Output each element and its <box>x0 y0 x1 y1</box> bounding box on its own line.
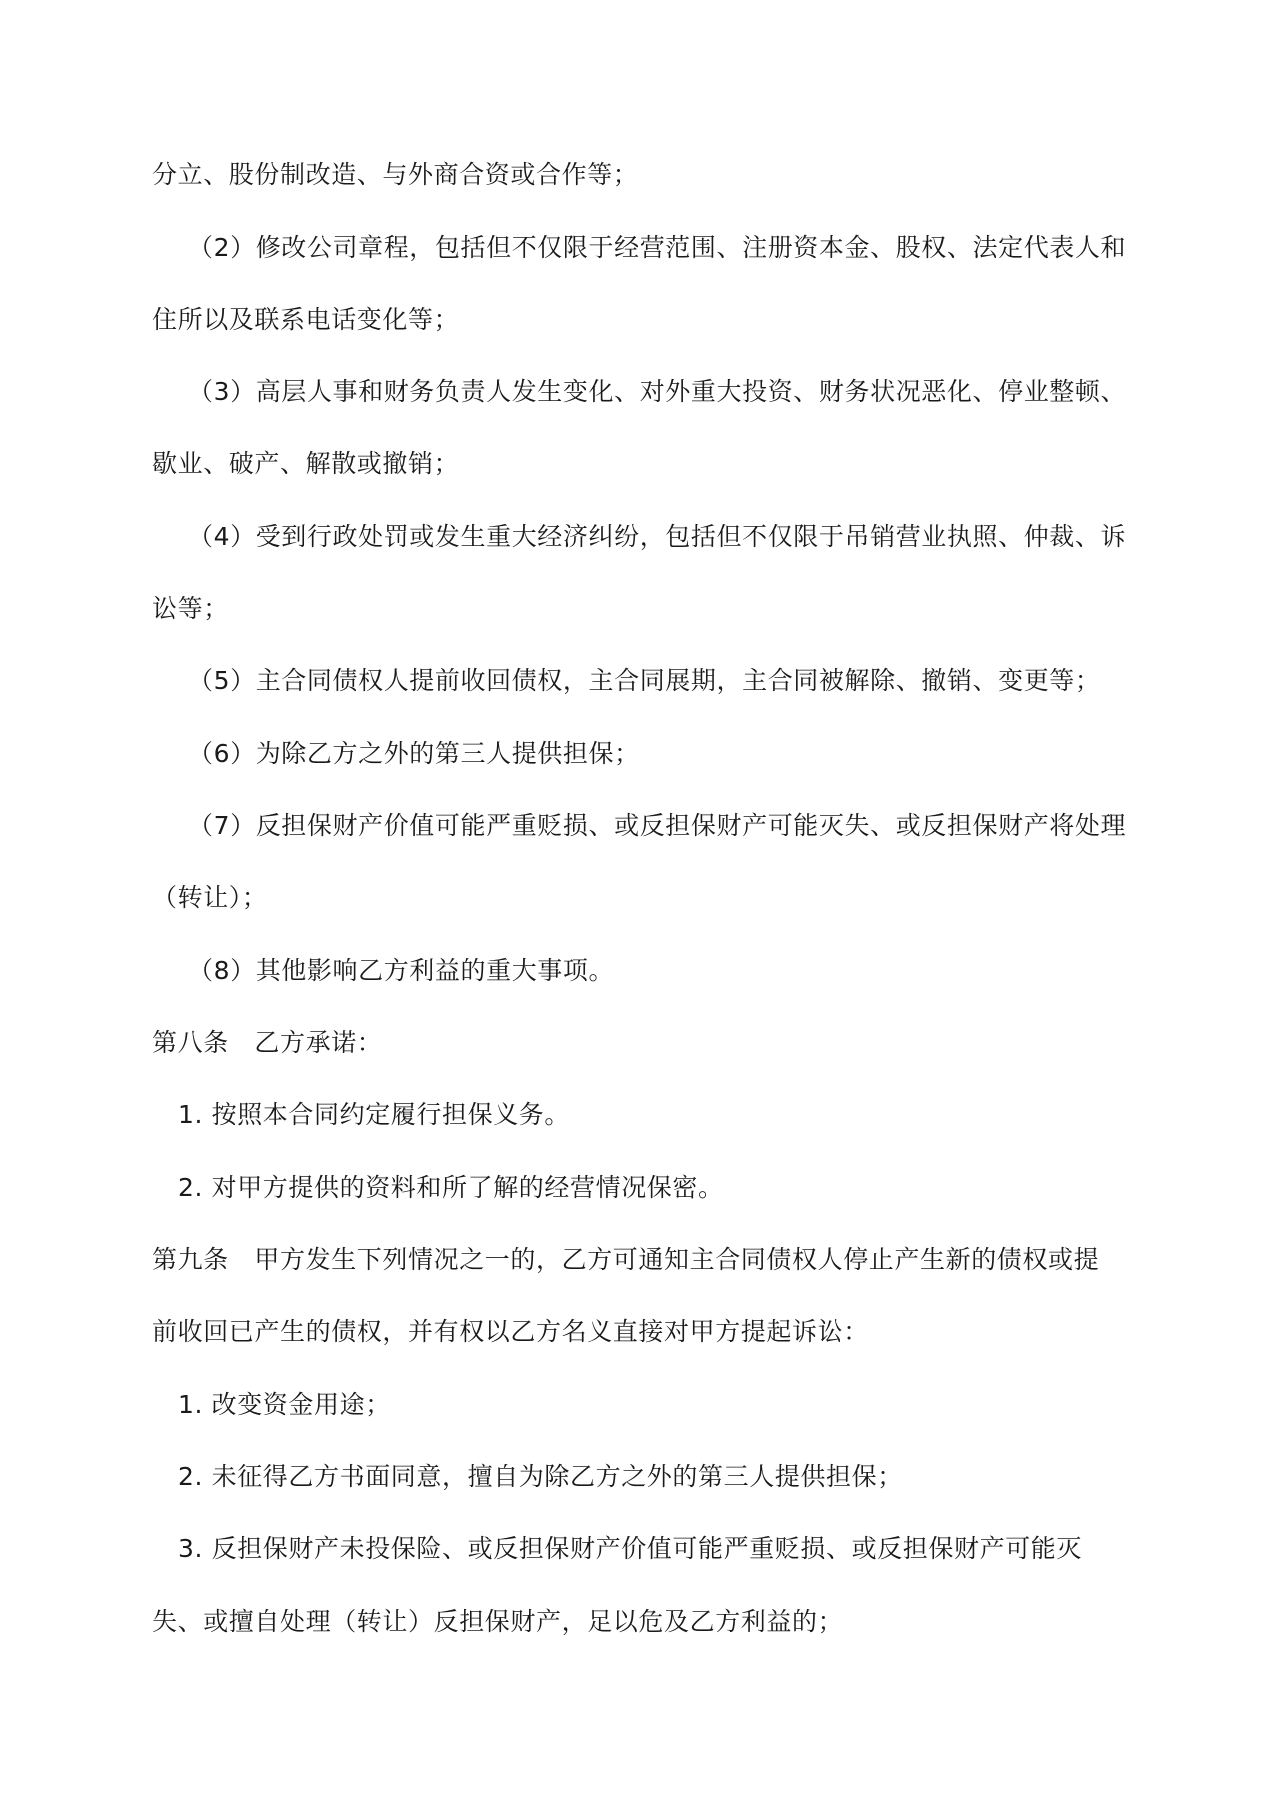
list-item-6: （6）为除乙方之外的第三人提供担保； <box>188 739 640 768</box>
paragraph-line: 歇业、破产、解散或撤销； <box>152 449 460 478</box>
list-item-4: （4）受到行政处罚或发生重大经济纠纷，包括但不仅限于吊销营业执照、仲裁、诉 <box>188 522 1127 551</box>
numbered-item: 1. 改变资金用途； <box>178 1390 391 1419</box>
numbered-item: 3. 反担保财产未投保险、或反担保财产价值可能严重贬损、或反担保财产可能灭 <box>178 1534 1083 1563</box>
numbered-item: 2. 对甲方提供的资料和所了解的经营情况保密。 <box>178 1173 724 1202</box>
list-item-2: （2）修改公司章程，包括但不仅限于经营范围、注册资本金、股权、法定代表人和 <box>188 233 1127 262</box>
list-item-5: （5）主合同债权人提前收回债权，主合同展期，主合同被解除、撤销、变更等； <box>188 666 1101 695</box>
paragraph-line: 失、或擅自处理（转让）反担保财产，足以危及乙方利益的； <box>152 1607 844 1636</box>
paragraph-line: 前收回已产生的债权，并有权以乙方名义直接对甲方提起诉讼： <box>152 1317 869 1346</box>
list-item-3: （3）高层人事和财务负责人发生变化、对外重大投资、财务状况恶化、停业整顿、 <box>188 377 1127 406</box>
numbered-item: 1. 按照本合同约定履行担保义务。 <box>178 1100 571 1129</box>
paragraph-line: （转让）； <box>152 883 268 912</box>
article-9-heading: 第九条 甲方发生下列情况之一的，乙方可通知主合同债权人停止产生新的债权或提 <box>152 1245 1100 1274</box>
numbered-item: 2. 未征得乙方书面同意，擅自为除乙方之外的第三人提供担保； <box>178 1462 903 1491</box>
article-8-heading: 第八条 乙方承诺： <box>152 1028 383 1057</box>
paragraph-line: 住所以及联系电话变化等； <box>152 305 460 334</box>
list-item-8: （8）其他影响乙方利益的重大事项。 <box>188 956 615 985</box>
list-item-7: （7）反担保财产价值可能严重贬损、或反担保财产可能灭失、或反担保财产将处理 <box>188 811 1127 840</box>
paragraph-line: 分立、股份制改造、与外商合资或合作等； <box>152 160 639 189</box>
paragraph-line: 讼等； <box>152 594 229 623</box>
